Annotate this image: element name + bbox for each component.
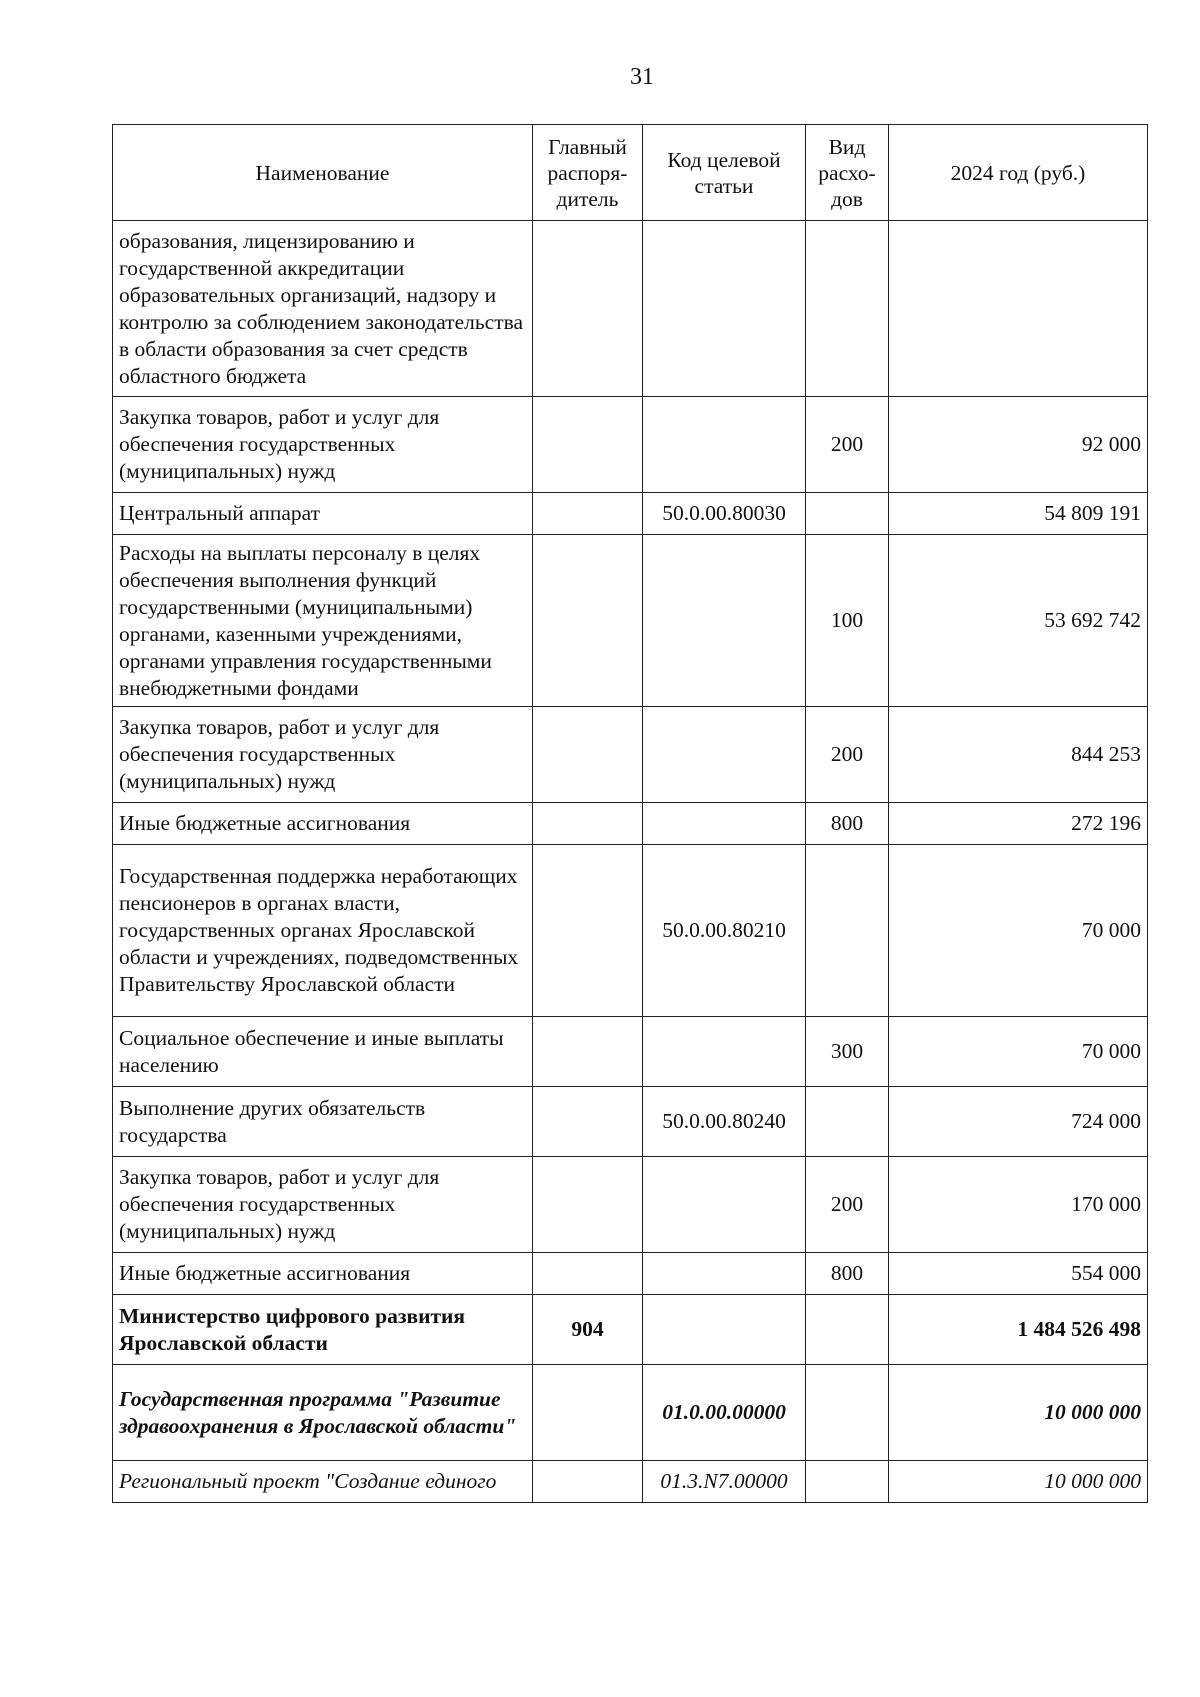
row-ministry <box>533 397 643 493</box>
row-type: 300 <box>806 1017 889 1087</box>
row-ministry <box>533 845 643 1017</box>
row-ministry: 904 <box>533 1295 643 1365</box>
header-year: 2024 год (руб.) <box>889 125 1148 221</box>
row-ministry <box>533 803 643 845</box>
row-name: Государственная программа "Развитие здравоохранения в Ярославской области" <box>113 1365 533 1461</box>
row-ministry <box>533 221 643 397</box>
row-name: Центральный аппарат <box>113 493 533 535</box>
row-ministry <box>533 1461 643 1503</box>
row-amount: 53 692 742 <box>889 535 1148 707</box>
budget-table <box>112 124 1148 1503</box>
page-number: 31 <box>630 64 654 90</box>
row-code <box>643 1017 806 1087</box>
row-amount: 724 000 <box>889 1087 1148 1157</box>
row-code: 50.0.00.80030 <box>643 493 806 535</box>
row-code <box>643 1157 806 1253</box>
row-ministry <box>533 1017 643 1087</box>
row-ministry <box>533 1157 643 1253</box>
row-ministry <box>533 1087 643 1157</box>
header-type: Вид расхо-дов <box>806 125 889 221</box>
row-amount: 170 000 <box>889 1157 1148 1253</box>
row-type <box>806 1295 889 1365</box>
row-code <box>643 803 806 845</box>
row-amount: 844 253 <box>889 707 1148 803</box>
row-type: 800 <box>806 803 889 845</box>
row-amount: 1 484 526 498 <box>889 1295 1148 1365</box>
table-row <box>113 1365 1148 1461</box>
table-row <box>113 535 1148 707</box>
row-type: 100 <box>806 535 889 707</box>
table-row <box>113 803 1148 845</box>
row-code: 50.0.00.80240 <box>643 1087 806 1157</box>
row-name: Иные бюджетные ассигнования <box>113 1253 533 1295</box>
row-ministry <box>533 493 643 535</box>
table-row <box>113 221 1148 397</box>
row-code: 01.3.N7.00000 <box>643 1461 806 1503</box>
row-name: Закупка товаров, работ и услуг для обеспечения государственных (муниципальных) нужд <box>113 707 533 803</box>
table-row <box>113 1295 1148 1365</box>
row-type <box>806 1087 889 1157</box>
row-amount: 272 196 <box>889 803 1148 845</box>
table-row <box>113 1087 1148 1157</box>
header-row <box>113 125 1148 221</box>
row-code <box>643 707 806 803</box>
row-name: Государственная поддержка неработающих пенсионеров в органах власти, государственных органах Ярославской области и учреждениях, подведомственных Правительству Ярославской области <box>113 845 533 1017</box>
row-ministry <box>533 707 643 803</box>
row-name: Расходы на выплаты персоналу в целях обеспечения выполнения функций государственными (муниципальными) органами, казенными учреждениями, органами управления государственными внебюджетными фондами <box>113 535 533 707</box>
row-amount: 92 000 <box>889 397 1148 493</box>
header-ministry: Главный распоря-дитель <box>533 125 643 221</box>
row-name: образования, лицензированию и государственной аккредитации образовательных организаций, надзору и контролю за соблюдением законодательства в области образования за счет средств областного бюджета <box>113 221 533 397</box>
table-row <box>113 845 1148 1017</box>
row-amount: 10 000 000 <box>889 1365 1148 1461</box>
row-amount: 70 000 <box>889 1017 1148 1087</box>
row-name: Региональный проект "Создание единого <box>113 1461 533 1503</box>
row-code <box>643 397 806 493</box>
header-code: Код целевой статьи <box>643 125 806 221</box>
row-name: Социальное обеспечение и иные выплаты населению <box>113 1017 533 1087</box>
header-name: Наименование <box>113 125 533 221</box>
table-row <box>113 1017 1148 1087</box>
row-amount: 70 000 <box>889 845 1148 1017</box>
table-row <box>113 707 1148 803</box>
row-type <box>806 221 889 397</box>
row-type: 200 <box>806 397 889 493</box>
row-code <box>643 535 806 707</box>
row-type <box>806 1461 889 1503</box>
row-ministry <box>533 1253 643 1295</box>
row-amount: 10 000 000 <box>889 1461 1148 1503</box>
row-type: 200 <box>806 707 889 803</box>
table-row <box>113 493 1148 535</box>
row-amount: 554 000 <box>889 1253 1148 1295</box>
table-row <box>113 1253 1148 1295</box>
row-code: 50.0.00.80210 <box>643 845 806 1017</box>
row-name: Министерство цифрового развития Ярославской области <box>113 1295 533 1365</box>
table-row <box>113 1461 1148 1503</box>
row-ministry <box>533 535 643 707</box>
row-code <box>643 1253 806 1295</box>
row-name: Закупка товаров, работ и услуг для обеспечения государственных (муниципальных) нужд <box>113 397 533 493</box>
row-code <box>643 1295 806 1365</box>
row-amount <box>889 221 1148 397</box>
row-name: Закупка товаров, работ и услуг для обеспечения государственных (муниципальных) нужд <box>113 1157 533 1253</box>
row-code: 01.0.00.00000 <box>643 1365 806 1461</box>
table-row <box>113 1157 1148 1253</box>
row-type <box>806 1365 889 1461</box>
table-row <box>113 397 1148 493</box>
row-type: 200 <box>806 1157 889 1253</box>
row-type <box>806 493 889 535</box>
row-type <box>806 845 889 1017</box>
row-amount: 54 809 191 <box>889 493 1148 535</box>
row-code <box>643 221 806 397</box>
row-name: Иные бюджетные ассигнования <box>113 803 533 845</box>
row-name: Выполнение других обязательств государства <box>113 1087 533 1157</box>
row-type: 800 <box>806 1253 889 1295</box>
row-ministry <box>533 1365 643 1461</box>
